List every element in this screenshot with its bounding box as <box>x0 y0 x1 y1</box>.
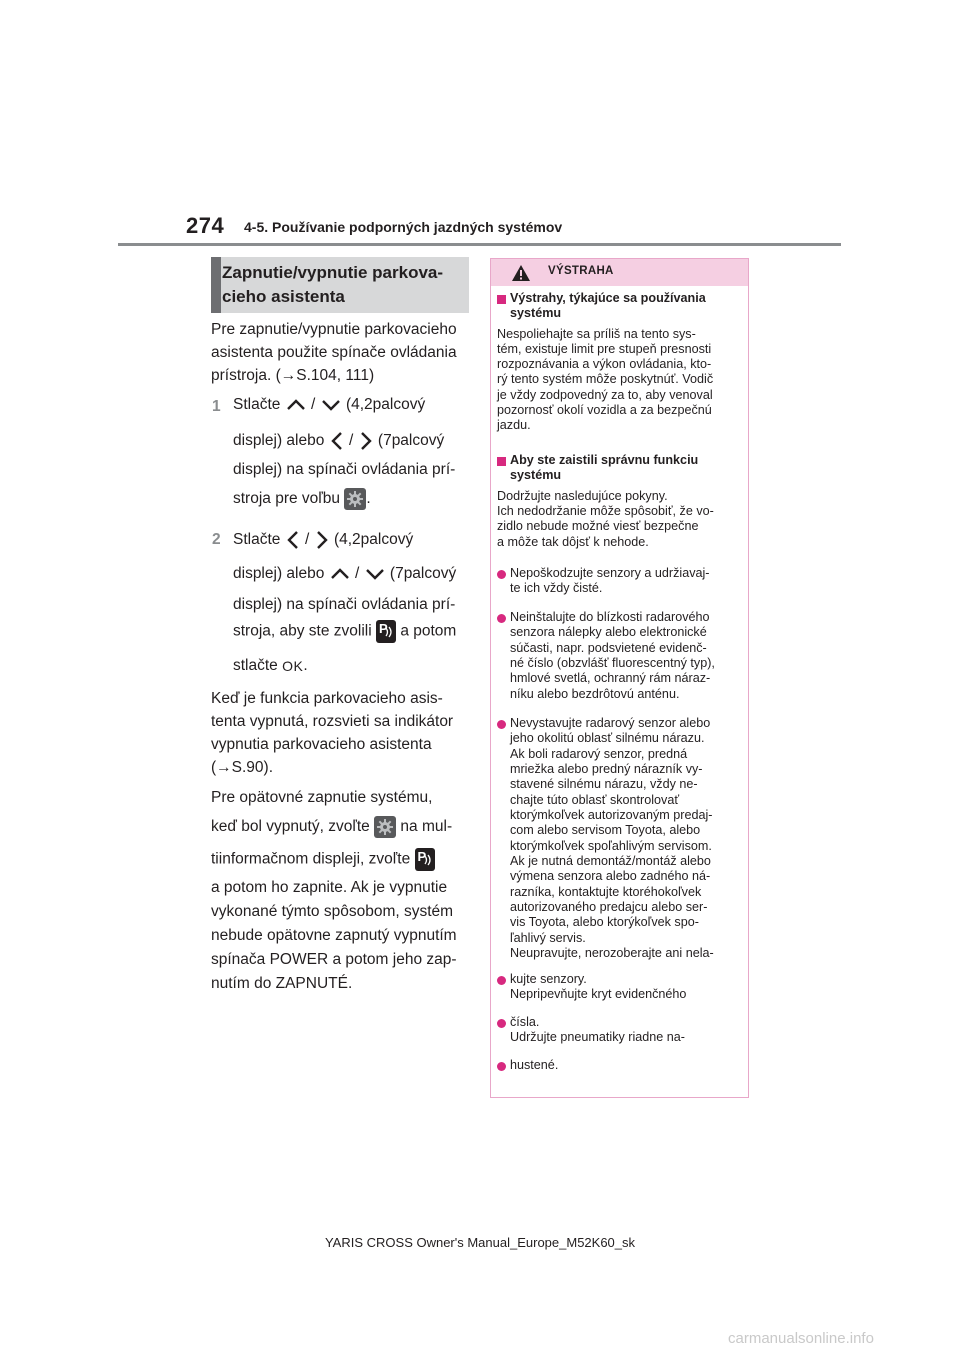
body-line: nutím do ZAPNUTÉ. <box>211 975 353 992</box>
body-line: spínača POWER a potom jeho zap- <box>211 951 457 968</box>
warning-line: níku alebo bezdrôtovú anténu. <box>510 687 680 701</box>
step-number: 1 <box>212 398 221 415</box>
warning-line: výmena senzora alebo zadného ná- <box>510 869 711 883</box>
step2-line-c: displej) na spínači ovládania prí- <box>233 596 456 613</box>
list-bullet <box>497 1019 506 1028</box>
page-footer: YARIS CROSS Owner's Manual_Europe_M52K60_sk <box>324 1235 636 1250</box>
step-text: / <box>305 531 310 549</box>
warning-line: te ich vždy čisté. <box>510 581 603 595</box>
step-text: / <box>348 432 354 450</box>
warning-line: stavené silnému nárazu, vždy ne- <box>510 777 698 791</box>
warning-line: tém, existuje limit pre stupeň presnosti <box>497 342 712 356</box>
step-text: . <box>303 657 308 674</box>
section-square-bullet <box>497 295 506 304</box>
warning-line: je vždy zodpovedný za to, aby venoval <box>497 388 713 402</box>
chevron-right-icon <box>358 430 374 452</box>
chevron-left-icon <box>329 430 345 452</box>
warning-line: zidlo nebude možné viesť bezpečne <box>497 519 699 533</box>
chevron-down-icon <box>364 567 386 581</box>
step2-line-b <box>233 565 456 583</box>
step1-line-a <box>233 396 425 414</box>
warning-triangle-icon <box>511 264 531 287</box>
warning-subheading: Výstrahy, týkajúce sa používania <box>510 291 706 305</box>
step2-line-e <box>233 657 308 675</box>
step-text: stroja pre voľbu <box>233 490 341 508</box>
chevron-left-icon <box>285 529 301 551</box>
warning-line: autorizovaného predajcu alebo ser- <box>510 900 708 914</box>
subsection-heading <box>211 257 469 313</box>
step1-line-d <box>233 488 371 510</box>
warning-line: hustené. <box>510 1058 559 1072</box>
intro-line: Pre zapnutie/vypnutie parkovacieho <box>211 321 457 338</box>
gear-icon <box>344 488 366 510</box>
warning-line: Nespoliehajte sa príliš na tento sys- <box>497 327 696 341</box>
step-text: stlačte <box>233 657 278 674</box>
warning-line: mriežka alebo predný nárazník vy- <box>510 762 703 776</box>
warning-line: ľahlivý servis. <box>510 931 586 945</box>
warning-line: ktorýmkoľvek spoľahlivým servisom. <box>510 839 712 853</box>
warning-line: Nepoškodzujte senzory a udržiavaj- <box>510 566 710 580</box>
body-line: Pre opätovné zapnutie systému, <box>211 789 433 806</box>
warning-line: Neupravujte, nerozoberajte ani nela- <box>510 946 714 960</box>
parking-sensor-icon: P <box>415 848 435 871</box>
step1-line-b <box>233 430 444 452</box>
intro-line: prístroja. (→S.104, 111) <box>211 367 375 384</box>
warning-line: ktorýmkoľvek autorizovaným predaj- <box>510 808 713 822</box>
body-line: nebude opätovne zapnutý vypnutím <box>211 927 457 944</box>
warning-line: razníka, kontaktujte ktoréhokoľvek <box>510 885 702 899</box>
body-text: keď bol vypnutý, zvoľte <box>211 818 370 836</box>
list-bullet <box>497 1062 506 1071</box>
step-number: 2 <box>212 531 221 548</box>
warning-line: a môže tak dôjsť k nehode. <box>497 535 649 549</box>
warning-line: Udržujte pneumatiky riadne na- <box>510 1030 686 1044</box>
warning-line: chajte túto oblasť skontrolovať <box>510 793 680 807</box>
chevron-up-icon <box>285 398 307 412</box>
body-line: tenta vypnutá, rozsvieti sa indikátor <box>211 713 454 730</box>
warning-line: pozornosť okolí vozidla a za bezpečnú <box>497 403 712 417</box>
step-text: (7palcový <box>377 432 445 450</box>
step-text: displej) alebo <box>233 432 325 450</box>
warning-subheading: systému <box>510 306 562 320</box>
body-line: (→S.90). <box>211 759 274 776</box>
list-bullet <box>497 976 506 985</box>
step-text: . <box>366 490 371 508</box>
step-text: a potom <box>400 622 457 640</box>
warning-subheading: systému <box>510 468 562 482</box>
warning-line: jeho okolitú oblasť silnému nárazu. <box>510 731 705 745</box>
warning-line: Ak je nutná demontáž/montáž alebo <box>510 854 711 868</box>
step-text: displej) alebo <box>233 565 325 582</box>
warning-line: Nevystavujte radarový senzor alebo <box>510 716 711 730</box>
warning-line: súčasti, napr. podsvietené evidenč- <box>510 641 707 655</box>
step-text: (4,2palcový <box>345 396 426 413</box>
intro-line: asistenta použite spínače ovládania <box>211 344 457 361</box>
gear-icon <box>374 816 396 838</box>
step2-line-d <box>233 620 456 643</box>
warning-line: Nepripevňujte kryt evidenčného <box>510 987 687 1001</box>
chevron-down-icon <box>320 398 342 412</box>
body-text: na mul- <box>400 818 453 836</box>
warning-line: senzora nálepky alebo elektronické <box>510 625 707 639</box>
step1-line-c: displej) na spínači ovládania prí- <box>233 461 456 478</box>
watermark: carmanualsonline.info <box>728 1330 874 1347</box>
step-text: stroja, aby ste zvolili <box>233 622 372 640</box>
ok-button-glyph: OK <box>282 657 304 674</box>
warning-line: rý tento systém môže poskytnúť. Vodič <box>497 372 714 386</box>
warning-line: hmlové svetlá, ochranný rám náraz- <box>510 671 711 685</box>
section-square-bullet <box>497 457 506 466</box>
list-bullet <box>497 720 506 729</box>
step-text: / <box>354 565 360 582</box>
warning-line: Neinštalujte do blízkosti radarového <box>510 610 710 624</box>
warning-line: Dodržujte nasledujúce pokyny. <box>497 489 668 503</box>
step-text: (7palcový <box>389 565 457 582</box>
list-bullet <box>497 570 506 579</box>
warning-line: vis Toyota, alebo ktorýkoľvek spo- <box>510 915 699 929</box>
warning-line: Ich nedodržanie môže spôsobiť, že vo- <box>497 504 714 518</box>
step-text: / <box>311 396 316 413</box>
warning-line: rozpoznávania a výkon ovládania, kto- <box>497 357 712 371</box>
body-line: a potom ho zapnite. Ak je vypnutie <box>211 879 448 896</box>
body-line: vykonané týmto spôsobom, systém <box>211 903 454 920</box>
warning-line: čísla. <box>510 1015 540 1029</box>
body-line: Keď je funkcia parkovacieho asis- <box>211 690 443 707</box>
warning-title: VÝSTRAHA <box>548 265 614 277</box>
chevron-right-icon <box>314 529 330 551</box>
warning-header <box>491 259 748 286</box>
warning-line: Ak boli radarový senzor, predná <box>510 747 688 761</box>
step2-line-a <box>233 529 413 551</box>
warning-line: kujte senzory. <box>510 972 587 986</box>
warning-line: né číslo (obzvlášť fluorescentný typ), <box>510 656 715 670</box>
parking-sensor-icon: P <box>376 620 396 643</box>
warning-subheading: Aby ste zaistili správnu funkciu <box>510 453 699 467</box>
body-line <box>211 816 452 838</box>
step-text: (4,2palcový <box>333 531 414 549</box>
heading-accent-bar <box>211 257 221 313</box>
section-title: 4-5. Používanie podporných jazdných systémov <box>244 219 563 235</box>
body-line <box>211 848 435 871</box>
page-number: 274 <box>186 213 225 238</box>
body-text: tiinformačnom displeji, zvoľte <box>211 850 411 868</box>
header-rule <box>118 243 841 246</box>
warning-line: com alebo servisom Toyota, alebo <box>510 823 701 837</box>
list-bullet <box>497 614 506 623</box>
step-text: Stlačte <box>233 396 281 413</box>
warning-line: jazdu. <box>497 418 531 432</box>
chevron-up-icon <box>329 567 351 581</box>
heading-text: Zapnutie/vypnutie parkova- cieho asistenta <box>222 263 444 306</box>
step-text: Stlačte <box>233 531 281 549</box>
body-line: vypnutia parkovacieho asistenta <box>211 736 432 753</box>
